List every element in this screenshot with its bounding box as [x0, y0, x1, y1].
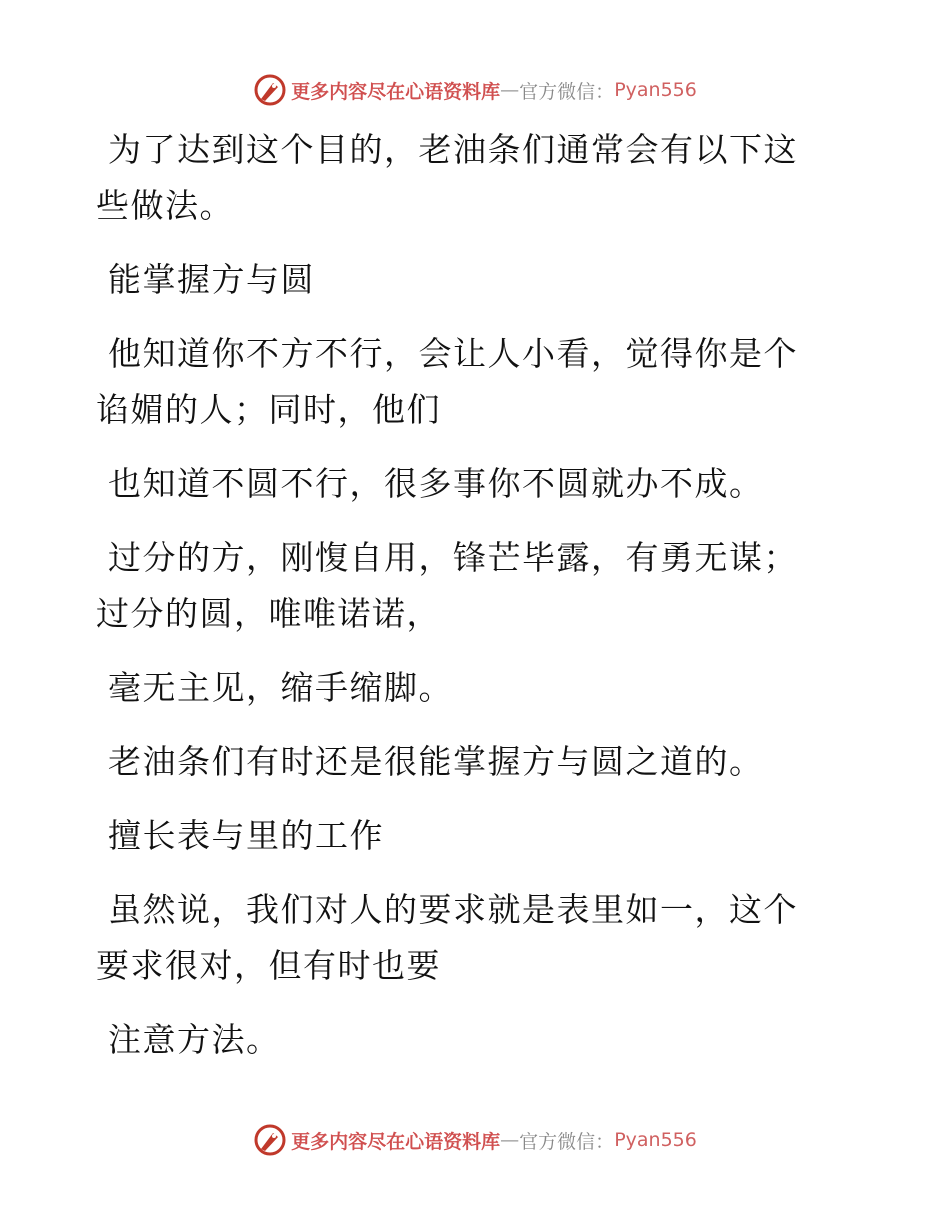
- watermark-separator: —: [500, 79, 520, 101]
- document-body: [96, 122, 832, 1086]
- watermark-wechat-id: Pyan556: [614, 1129, 697, 1151]
- watermark-wechat-id: Pyan556: [614, 79, 697, 101]
- header-watermark: [0, 70, 950, 110]
- footer-watermark: [0, 1120, 950, 1160]
- pen-nib-logo-icon: [253, 1123, 287, 1157]
- section-heading: 能掌握方与圆: [108, 260, 315, 299]
- paragraph: 也知道不圆不行，很多事你不圆就办不成。: [108, 464, 764, 503]
- watermark-main-text: 更多内容尽在心语资料库: [291, 80, 501, 103]
- paragraph: 虽然说，我们对人的要求就是表里如一，这个要求很对，但有时也要: [96, 890, 798, 985]
- watermark-main-text: 更多内容尽在心语资料库: [291, 1130, 501, 1153]
- watermark-wechat-label: 官方微信：: [519, 80, 615, 103]
- paragraph: 注意方法。: [108, 1020, 281, 1059]
- paragraph: 过分的方，刚愎自用，锋芒毕露，有勇无谋；过分的圆，唯唯诺诺，: [96, 538, 798, 633]
- paragraph: 为了达到这个目的，老油条们通常会有以下这些做法。: [96, 130, 798, 225]
- pen-nib-logo-icon: [253, 73, 287, 107]
- watermark-separator: —: [500, 1129, 520, 1151]
- paragraph: 他知道你不方不行，会让人小看，觉得你是个谄媚的人；同时，他们: [96, 334, 798, 429]
- watermark-wechat-label: 官方微信：: [519, 1130, 615, 1153]
- paragraph: 毫无主见，缩手缩脚。: [108, 668, 453, 707]
- paragraph: 老油条们有时还是很能掌握方与圆之道的。: [108, 742, 764, 781]
- section-heading: 擅长表与里的工作: [108, 816, 384, 855]
